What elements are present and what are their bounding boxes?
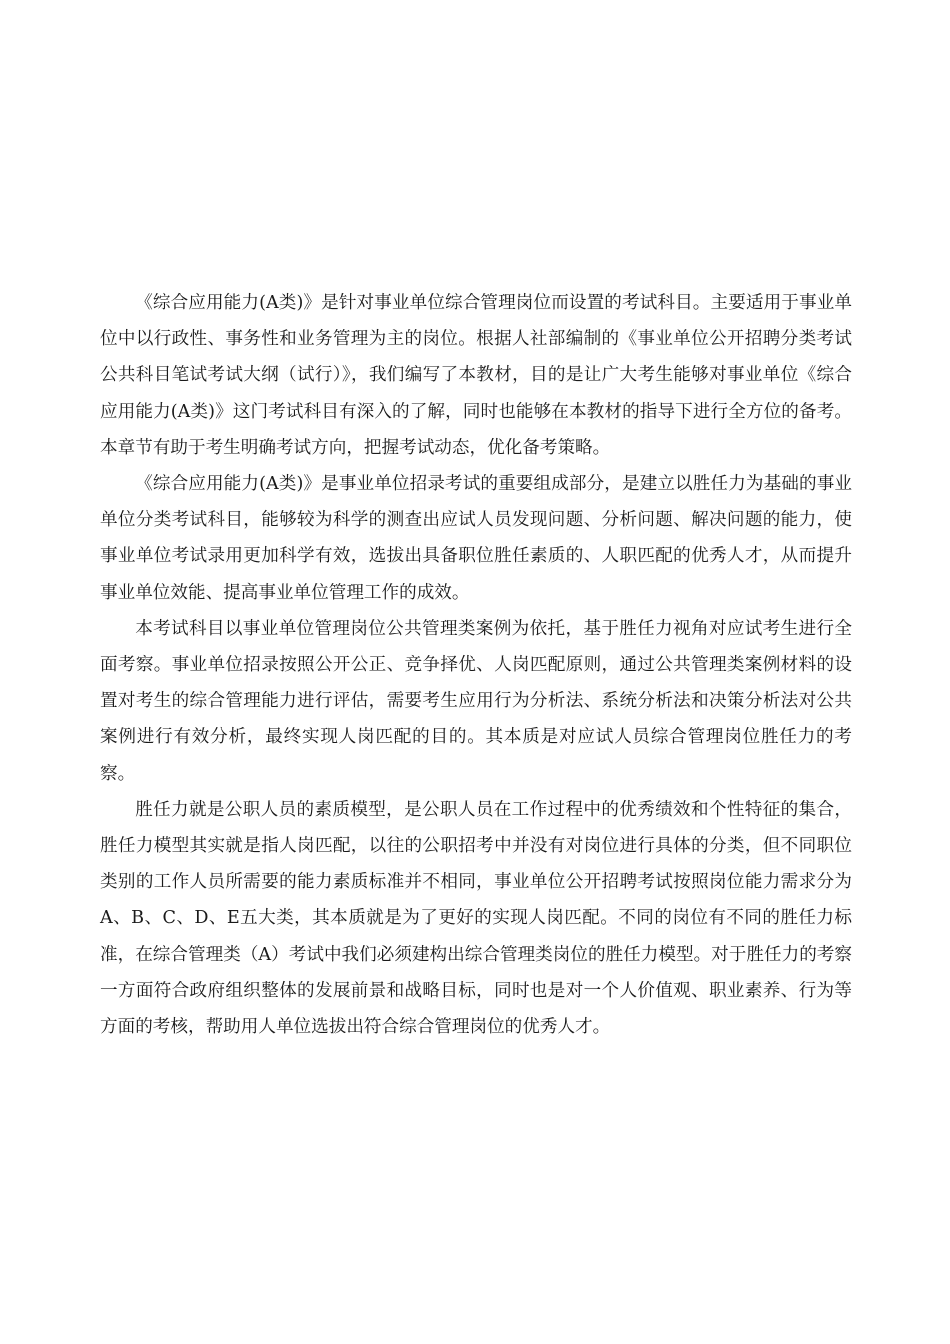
paragraph-4: 胜任力就是公职人员的素质模型，是公职人员在工作过程中的优秀绩效和个性特征的集合，胜任力模型其实就是指人岗匹配，以往的公职招考中并没有对岗位进行具体的分类，但不同职位类别的工作人员所需要的能力素质标准并不相同，事业单位公开招聘考试按照岗位能力需求分为A、B、C、D、E五大类，其本质就是为了更好的实现人岗匹配。不同的岗位有不同的胜任力标准，在综合管理类（A）考试中我们必须建构出综合管理类岗位的胜任力模型。对于胜任力的考察一方面符合政府组织整体的发展前景和战略目标，同时也是对一个人价值观、职业素养、行为等方面的考核，帮助用人单位选拔出符合综合管理岗位的优秀人才。 xyxy=(100,799,852,1038)
body-text xyxy=(100,285,852,1045)
paragraph-3: 本考试科目以事业单位管理岗位公共管理类案例为依托，基于胜任力视角对应试考生进行全面考察。事业单位招录按照公开公正、竞争择优、人岗匹配原则，通过公共管理类案例材料的设置对考生的综合管理能力进行评估，需要考生应用行为分析法、系统分析法和决策分析法对公共案例进行有效分析，最终实现人岗匹配的目的。其本质是对应试人员综合管理岗位胜任力的考察。 xyxy=(100,618,852,784)
paragraph-1: 《综合应用能力(A类)》是针对事业单位综合管理岗位而设置的考试科目。主要适用于事业单位中以行政性、事务性和业务管理为主的岗位。根据人社部编制的《事业单位公开招聘分类考试公共科目笔试考试大纲（试行）》，我们编写了本教材，目的是让广大考生能够对事业单位《综合应用能力(A类)》这门考试科目有深入的了解，同时也能够在本教材的指导下进行全方位的备考。本章节有助于考生明确考试方向，把握考试动态，优化备考策略。 xyxy=(100,293,852,458)
paragraph-2: 《综合应用能力(A类)》是事业单位招录考试的重要组成部分，是建立以胜任力为基础的事业单位分类考试科目，能够较为科学的测查出应试人员发现问题、分析问题、解决问题的能力，使事业单位考试录用更加科学有效，选拔出具备职位胜任素质的、人职匹配的优秀人才，从而提升事业单位效能、提高事业单位管理工作的成效。 xyxy=(100,474,852,603)
